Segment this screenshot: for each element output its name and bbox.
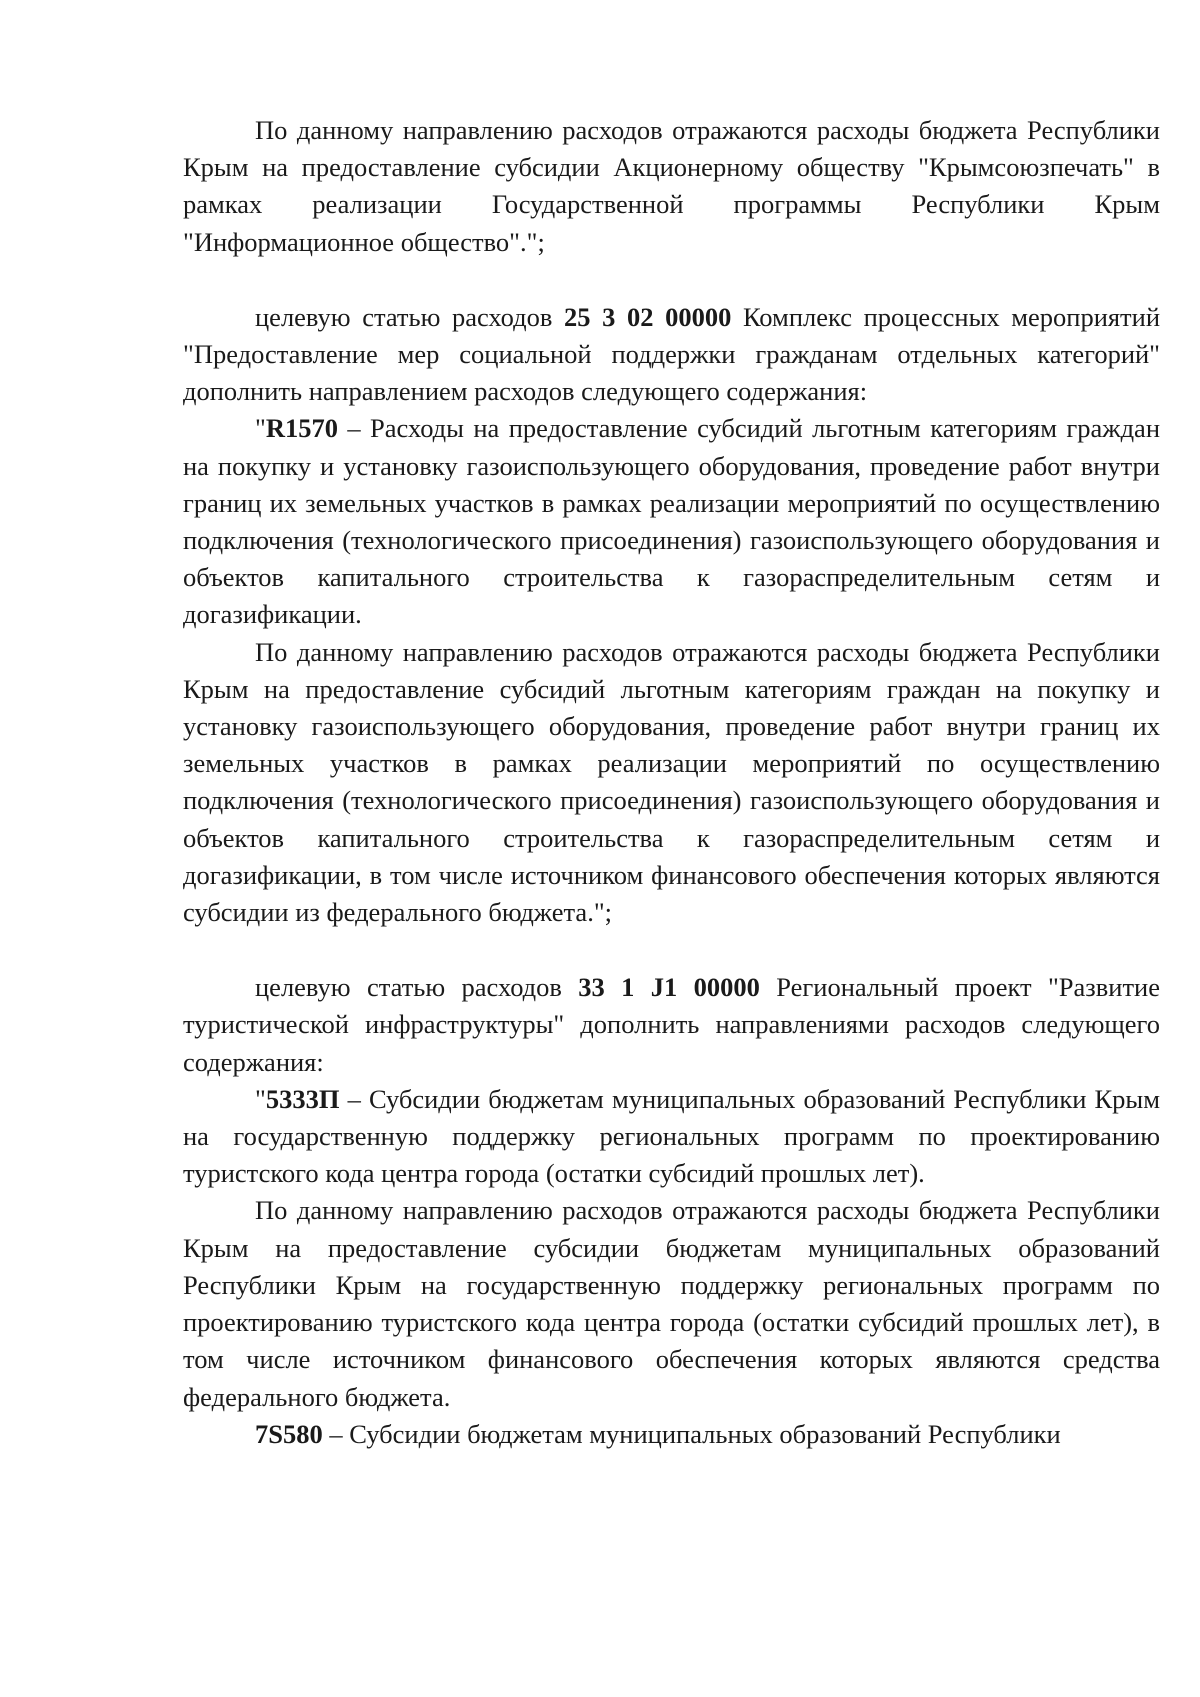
document-page bbox=[183, 112, 1160, 1453]
paragraph-r1570 bbox=[183, 410, 1160, 633]
text-run: Региональный проект "Развитие туристической инфраструктуры" дополнить направлениями расходов следующего содержания: bbox=[183, 972, 1160, 1077]
paragraph-5333p-description bbox=[183, 1192, 1160, 1415]
bold-code: 33 1 J1 00000 bbox=[578, 972, 760, 1003]
paragraph-r1570-description bbox=[183, 634, 1160, 932]
paragraph-krymsoyuzpechat-description bbox=[183, 112, 1160, 261]
paragraph-7s580 bbox=[183, 1416, 1160, 1453]
paragraph-5333p bbox=[183, 1081, 1160, 1193]
text-run: целевую статью расходов bbox=[255, 301, 565, 332]
text-run: целевую статью расходов bbox=[255, 972, 579, 1003]
text-run: По данному направлению расходов отражаются расходы бюджета Республики Крым на предоставление субсидии Акционерному обществу "Крымсоюзпечать" в рамках реализации Государственной программы Республики Крым "Информационное общество"."; bbox=[183, 115, 1160, 257]
bold-code: R1570 bbox=[265, 413, 338, 444]
text-run: – Расходы на предоставление субсидий льготным категориям граждан на покупку и установку газоиспользующего оборудования, проведение работ внутри границ их земельных участков в рамках реализации мероприятий по осуществлению подключения (технологического присоединения) газоиспользующего оборудования и объектов капитального строительства к газораспределительным сетям и догазификации. bbox=[183, 413, 1160, 630]
bold-code: 25 3 02 00000 bbox=[564, 301, 732, 332]
bold-code: 7S580 bbox=[255, 1418, 323, 1449]
text-run: По данному направлению расходов отражаются расходы бюджета Республики Крым на предоставление субсидий льготным категориям граждан на покупку и установку газоиспользующего оборудования, проведение работ внутри границ их земельных участков в рамках реализации мероприятий по осуществлению подключения (технологического присоединения) газоиспользующего оборудования и объектов капитального строительства к газораспределительным сетям и догазификации, в том числе источником финансового обеспечения которых являются субсидии из федерального бюджета."; bbox=[183, 636, 1160, 928]
text-run: – Субсидии бюджетам муниципальных образований Республики Крым на государственную поддержку региональных программ по проектированию туристского кода центра города (остатки субсидий прошлых лет). bbox=[183, 1083, 1160, 1189]
paragraph-article-33-1-j1 bbox=[183, 969, 1160, 1081]
text-run: " bbox=[255, 1083, 266, 1114]
text-run: По данному направлению расходов отражаются расходы бюджета Республики Крым на предоставление субсидии бюджетам муниципальных образований Республики Крым на государственную поддержку региональных программ по проектированию туристского кода центра города (остатки субсидий прошлых лет), в том числе источником финансового обеспечения которых являются средства федерального бюджета. bbox=[183, 1195, 1160, 1412]
text-run: " bbox=[255, 413, 266, 444]
bold-code: 5333П bbox=[265, 1083, 340, 1114]
paragraph-article-25-3-02 bbox=[183, 299, 1160, 411]
text-run: Комплекс процессных мероприятий "Предоставление мер социальной поддержки гражданам отдельных категорий" дополнить направлением расходов следующего содержания: bbox=[183, 301, 1161, 407]
text-run: – Субсидии бюджетам муниципальных образований Республики bbox=[322, 1418, 1061, 1449]
